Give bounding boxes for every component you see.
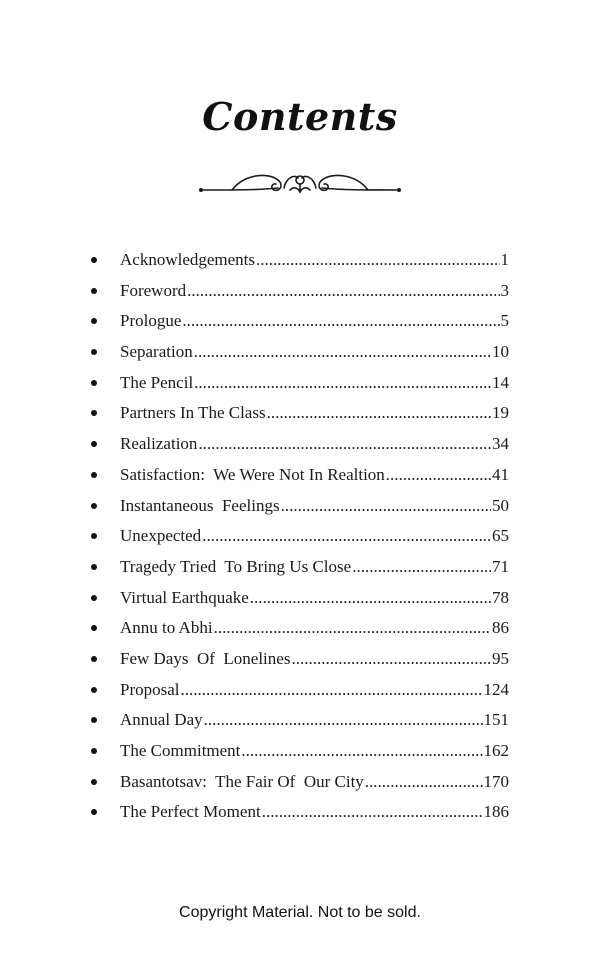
dot-leader [256, 246, 499, 274]
dot-leader [202, 522, 491, 550]
toc-entry-line [120, 399, 509, 427]
toc-entry-page-number: 65 [492, 526, 509, 546]
dot-leader [281, 492, 491, 520]
toc-entry-title: Prologue [120, 311, 182, 331]
bullet-icon [91, 318, 97, 324]
toc-entry-line [120, 676, 509, 704]
bullet-icon [91, 625, 97, 631]
toc-entry-page-number: 170 [483, 771, 509, 791]
toc-entry-title: Unexpected [120, 526, 202, 546]
toc-entry-page-number: 71 [492, 556, 509, 576]
dot-leader [267, 399, 491, 427]
toc-entry-line [120, 277, 509, 305]
dot-leader [365, 768, 483, 796]
toc-entry [0, 676, 600, 707]
toc-entry-title: Proposal [120, 679, 180, 699]
toc-entry-line [120, 461, 509, 489]
dot-leader [204, 706, 483, 734]
dot-leader [241, 737, 482, 765]
bullet-icon [91, 441, 97, 447]
toc-entry-title: Tragedy Tried To Bring Us Close [120, 556, 352, 576]
toc-entry [0, 645, 600, 676]
toc-entry [0, 798, 600, 829]
bullet-icon [91, 809, 97, 815]
toc-entry-title: Virtual Earthquake [120, 587, 249, 607]
toc-entry-line [120, 614, 509, 642]
table-of-contents [0, 246, 600, 829]
bullet-icon [91, 257, 97, 263]
bullet-icon [91, 533, 97, 539]
toc-entry [0, 584, 600, 615]
dot-leader [182, 307, 499, 335]
bullet-icon [91, 595, 97, 601]
toc-entry [0, 706, 600, 737]
toc-entry-page-number: 78 [492, 587, 509, 607]
toc-entry-line [120, 645, 509, 673]
toc-entry-page-number: 186 [483, 802, 509, 822]
toc-entry-title: Satisfaction: We Were Not In Realtion [120, 464, 385, 484]
toc-entry-line [120, 553, 509, 581]
toc-entry-title: The Perfect Moment [120, 802, 261, 822]
toc-entry-title: Basantotsav: The Fair Of Our City [120, 771, 364, 791]
toc-entry-page-number: 95 [492, 648, 509, 668]
toc-entry-line [120, 768, 509, 796]
dot-leader [187, 277, 499, 305]
toc-entry [0, 522, 600, 553]
bullet-icon [91, 748, 97, 754]
toc-entry-page-number: 41 [492, 464, 509, 484]
copyright-notice: Copyright Material. Not to be sold. [179, 904, 421, 921]
toc-entry-title: Few Days Of Lonelines [120, 648, 291, 668]
toc-entry-title: Separation [120, 342, 193, 362]
toc-entry [0, 277, 600, 308]
dot-leader [291, 645, 491, 673]
toc-entry [0, 430, 600, 461]
toc-entry-line [120, 492, 509, 520]
toc-entry-page-number: 50 [492, 495, 509, 515]
dot-leader [181, 676, 483, 704]
dot-leader [262, 798, 483, 826]
bullet-icon [91, 288, 97, 294]
toc-entry-line [120, 338, 509, 366]
bullet-icon [91, 564, 97, 570]
bullet-icon [91, 472, 97, 478]
dot-leader [250, 584, 491, 612]
toc-entry [0, 461, 600, 492]
toc-entry-title: Realization [120, 434, 198, 454]
toc-entry [0, 614, 600, 645]
bullet-icon [91, 717, 97, 723]
toc-entry-page-number: 151 [483, 710, 509, 730]
toc-entry-line [120, 246, 509, 274]
toc-entry-line [120, 307, 509, 335]
toc-entry-page-number: 3 [500, 280, 509, 300]
bullet-icon [91, 687, 97, 693]
toc-entry-line [120, 522, 509, 550]
toc-entry-line [120, 737, 509, 765]
bullet-icon [91, 349, 97, 355]
toc-entry-page-number: 86 [492, 618, 509, 638]
bullet-icon [91, 656, 97, 662]
toc-entry-page-number: 19 [492, 403, 509, 423]
toc-entry [0, 492, 600, 523]
toc-entry [0, 399, 600, 430]
toc-entry-line [120, 706, 509, 734]
toc-entry-title: The Commitment [120, 741, 241, 760]
dot-leader [194, 369, 491, 397]
bullet-icon [91, 380, 97, 386]
dot-leader [194, 338, 491, 366]
toc-entry [0, 338, 600, 369]
toc-entry-line [120, 584, 509, 612]
toc-entry-page-number: 5 [500, 311, 509, 331]
toc-entry-page-number: 162 [483, 741, 509, 760]
toc-entry-title: Acknowledgements [120, 250, 256, 269]
scroll-flourish-icon [198, 166, 402, 198]
toc-entry-page-number: 14 [492, 372, 509, 392]
toc-entry-title: Partners In The Class [120, 403, 266, 423]
toc-entry-page-number: 124 [483, 679, 509, 699]
dot-leader [214, 614, 491, 642]
toc-entry-title: Instantaneous Feelings [120, 495, 280, 515]
toc-entry [0, 768, 600, 799]
bullet-icon [91, 779, 97, 785]
toc-entry-line [120, 430, 509, 458]
dot-leader [352, 553, 491, 581]
toc-entry-title: Annual Day [120, 710, 203, 730]
toc-entry [0, 246, 600, 277]
toc-entry-title: The Pencil [120, 372, 194, 392]
toc-entry-line [120, 369, 509, 397]
toc-entry-page-number: 1 [500, 250, 509, 269]
toc-entry [0, 553, 600, 584]
toc-entry-line [120, 798, 509, 826]
toc-entry-page-number: 10 [492, 342, 509, 362]
dot-leader [198, 430, 491, 458]
toc-entry-title: Annu to Abhi [120, 618, 213, 638]
toc-entry [0, 307, 600, 338]
bullet-icon [91, 410, 97, 416]
dot-leader [386, 461, 491, 489]
page-title: Contents [202, 94, 398, 139]
toc-entry [0, 737, 600, 768]
toc-entry-page-number: 34 [492, 434, 509, 454]
bullet-icon [91, 503, 97, 509]
toc-entry-title: Foreword [120, 280, 187, 300]
toc-entry [0, 369, 600, 400]
